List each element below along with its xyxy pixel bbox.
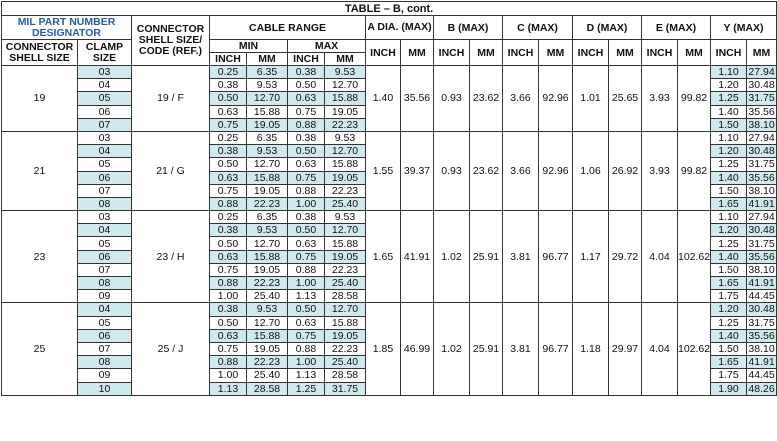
- clamp-size-cell: 04: [78, 303, 132, 316]
- max-mm-cell: 22.23: [325, 184, 366, 197]
- max-mm-cell: 9.53: [325, 131, 366, 144]
- max-mm-cell: 12.70: [325, 303, 366, 316]
- a-inch-cell: 1.40: [366, 66, 401, 132]
- max-mm-cell: 15.88: [325, 237, 366, 250]
- b-inch-cell: 0.93: [434, 66, 470, 132]
- clamp-size-cell: 06: [78, 105, 132, 118]
- min-mm-cell: 12.70: [247, 158, 288, 171]
- b-mm-header: MM: [470, 40, 503, 66]
- clamp-size-cell: 06: [78, 329, 132, 342]
- min-mm-cell: 15.88: [247, 105, 288, 118]
- max-mm-cell: 15.88: [325, 92, 366, 105]
- y-max-header: Y (MAX): [711, 16, 777, 40]
- min-inch-cell: 0.88: [210, 197, 247, 210]
- a-mm-cell: 41.91: [401, 211, 434, 303]
- clamp-size-header: CLAMP SIZE: [78, 40, 132, 66]
- max-inch-cell: 0.38: [288, 211, 325, 224]
- connector-shell-size-cell: 21: [2, 131, 78, 210]
- min-inch-cell: 0.38: [210, 303, 247, 316]
- clamp-size-cell: 03: [78, 66, 132, 79]
- max-header: MAX: [288, 40, 366, 53]
- y-mm-cell: 31.75: [748, 316, 775, 329]
- min-inch-cell: 0.63: [210, 250, 247, 263]
- c-inch-header: INCH: [503, 40, 539, 66]
- max-mm-cell: 22.23: [325, 263, 366, 276]
- b-mm-cell: 25.91: [470, 211, 503, 303]
- y-mm-cell: 41.91: [748, 356, 775, 369]
- y-mm-cell: 38.10: [748, 263, 775, 276]
- c-mm-cell: 92.96: [539, 66, 573, 132]
- y-inch-cell: 1.25: [711, 158, 747, 171]
- y-inch-cell: 1.25: [711, 316, 747, 329]
- d-inch-header: INCH: [573, 40, 609, 66]
- clamp-size-cell: 04: [78, 224, 132, 237]
- max-inch-cell: 0.88: [288, 184, 325, 197]
- min-inch-cell: 0.50: [210, 316, 247, 329]
- connector-shell-size-cell: 23: [2, 211, 78, 303]
- cable-range-header: CABLE RANGE: [210, 16, 366, 40]
- e-inch-cell: 3.93: [642, 131, 678, 210]
- max-mm-cell: 19.05: [325, 171, 366, 184]
- min-mm-cell: 9.53: [247, 79, 288, 92]
- clamp-size-cell: 07: [78, 342, 132, 355]
- min-header: MIN: [210, 40, 288, 53]
- max-mm-cell: 22.23: [325, 118, 366, 131]
- max-inch-cell: 0.50: [288, 79, 325, 92]
- b-inch-cell: 0.93: [434, 131, 470, 210]
- max-mm-cell: 25.40: [325, 277, 366, 290]
- max-inch-cell: 0.38: [288, 131, 325, 144]
- min-mm-cell: 15.88: [247, 171, 288, 184]
- clamp-size-cell: 05: [78, 316, 132, 329]
- table-body: [2, 66, 777, 396]
- y-inch-cell: 1.40: [711, 329, 747, 342]
- clamp-size-cell: 06: [78, 250, 132, 263]
- max-mm-cell: 9.53: [325, 66, 366, 79]
- y-mm-cell: 27.94: [748, 132, 775, 145]
- clamp-size-cell: 03: [78, 131, 132, 144]
- table-row: [2, 303, 777, 316]
- min-inch-cell: 0.75: [210, 342, 247, 355]
- c-inch-cell: 3.66: [503, 66, 539, 132]
- clamp-size-cell: 08: [78, 277, 132, 290]
- y-inch-cell: 1.50: [711, 118, 747, 131]
- d-inch-cell: 1.17: [573, 211, 609, 303]
- max-inch-cell: 0.63: [288, 316, 325, 329]
- y-inch-cell: 1.75: [711, 369, 747, 382]
- max-mm-cell: 15.88: [325, 158, 366, 171]
- min-mm-cell: 9.53: [247, 145, 288, 158]
- min-inch-cell: 0.25: [210, 131, 247, 144]
- y-inch-cell: 1.65: [711, 356, 747, 369]
- min-inch-cell: 0.38: [210, 145, 247, 158]
- y-inch-cell: 1.65: [711, 277, 747, 290]
- mil-part-header: MIL PART NUMBER DESIGNATOR: [2, 16, 132, 40]
- max-inch-cell: 1.25: [288, 382, 325, 395]
- y-mm-header: MM: [747, 40, 777, 66]
- d-mm-cell: 29.97: [609, 303, 642, 395]
- y-inch-cell: 1.20: [711, 224, 747, 237]
- min-inch-cell: 1.00: [210, 290, 247, 303]
- a-inch-cell: 1.65: [366, 211, 401, 303]
- min-mm-cell: 22.23: [247, 277, 288, 290]
- connector-shell-size-cell: 19: [2, 66, 78, 132]
- min-inch-cell: 0.75: [210, 184, 247, 197]
- max-mm-cell: 12.70: [325, 145, 366, 158]
- c-inch-cell: 3.66: [503, 131, 539, 210]
- y-mm-cell: 38.10: [748, 184, 775, 197]
- y-mm-cell: 44.45: [748, 290, 775, 303]
- shell-code-cell: 25 / J: [132, 303, 210, 395]
- clamp-size-cell: 07: [78, 184, 132, 197]
- min-mm-cell: 25.40: [247, 369, 288, 382]
- y-mm-cell: 35.56: [748, 329, 775, 342]
- clamp-size-cell: 09: [78, 290, 132, 303]
- y-mm-cell: 38.10: [748, 118, 775, 131]
- max-inch-cell: 0.88: [288, 342, 325, 355]
- y-mm-cell: 35.56: [748, 250, 775, 263]
- max-mm-cell: 19.05: [325, 250, 366, 263]
- e-mm-cell: 99.82: [678, 66, 711, 132]
- max-inch-cell: 0.63: [288, 158, 325, 171]
- y-inch-cell: 1.50: [711, 342, 747, 355]
- y-inch-cell: 1.25: [711, 92, 747, 105]
- min-inch-cell: 1.00: [210, 369, 247, 382]
- y-mm-cell: 35.56: [748, 105, 775, 118]
- y-inch-cell: 1.25: [711, 237, 747, 250]
- c-mm-cell: 96.77: [539, 303, 573, 395]
- c-mm-cell: 92.96: [539, 131, 573, 210]
- max-inch-cell: 1.00: [288, 356, 325, 369]
- min-inch-cell: 0.50: [210, 237, 247, 250]
- y-inch-cell: 1.10: [711, 211, 747, 224]
- min-mm-cell: 19.05: [247, 184, 288, 197]
- e-mm-cell: 102.62: [678, 211, 711, 303]
- connector-shell-size-cell: 25: [2, 303, 78, 395]
- min-mm-cell: 19.05: [247, 118, 288, 131]
- min-mm-cell: 15.88: [247, 329, 288, 342]
- max-mm-cell: 12.70: [325, 224, 366, 237]
- e-mm-cell: 102.62: [678, 303, 711, 395]
- y-mm-cell: 44.45: [748, 369, 775, 382]
- y-inch-cell: 1.50: [711, 263, 747, 276]
- max-mm-cell: 31.75: [325, 382, 366, 395]
- d-mm-cell: 26.92: [609, 131, 642, 210]
- connector-shell-code-header: CONNECTOR SHELL SIZE/ CODE (REF.): [132, 16, 210, 66]
- min-inch-cell: 0.88: [210, 277, 247, 290]
- min-mm-cell: 12.70: [247, 92, 288, 105]
- clamp-size-cell: 09: [78, 369, 132, 382]
- shell-code-cell: 19 / F: [132, 66, 210, 132]
- max-inch-cell: 0.50: [288, 145, 325, 158]
- a-mm-cell: 39.37: [401, 131, 434, 210]
- a-mm-cell: 35.56: [401, 66, 434, 132]
- max-mm-cell: 19.05: [325, 105, 366, 118]
- y-inch-cell: 1.20: [711, 79, 747, 92]
- d-inch-cell: 1.18: [573, 303, 609, 395]
- min-mm-cell: 12.70: [247, 316, 288, 329]
- y-inch-cell: 1.65: [711, 197, 747, 210]
- min-mm-cell: 15.88: [247, 250, 288, 263]
- y-mm-cell: 30.48: [748, 145, 775, 158]
- max-mm-cell: 12.70: [325, 79, 366, 92]
- y-mm-cell: 48.26: [748, 382, 775, 395]
- clamp-size-cell: 04: [78, 145, 132, 158]
- shell-code-cell: 23 / H: [132, 211, 210, 303]
- max-mm-cell: 25.40: [325, 197, 366, 210]
- min-inch-cell: 0.75: [210, 263, 247, 276]
- y-mm-cell: 31.75: [748, 237, 775, 250]
- clamp-size-cell: 06: [78, 171, 132, 184]
- min-inch-cell: 0.63: [210, 171, 247, 184]
- max-mm-header: MM: [325, 53, 366, 66]
- min-mm-cell: 19.05: [247, 263, 288, 276]
- min-mm-cell: 6.35: [247, 131, 288, 144]
- y-mm-cell: 30.48: [748, 303, 775, 316]
- b-max-header: B (MAX): [434, 16, 503, 40]
- c-mm-cell: 96.77: [539, 211, 573, 303]
- y-inch-cell: 1.40: [711, 250, 747, 263]
- min-inch-cell: 0.63: [210, 329, 247, 342]
- e-inch-cell: 4.04: [642, 303, 678, 395]
- min-mm-cell: 28.58: [247, 382, 288, 395]
- clamp-size-cell: 07: [78, 118, 132, 131]
- min-inch-header: INCH: [210, 53, 247, 66]
- min-mm-cell: 25.40: [247, 290, 288, 303]
- clamp-size-cell: 08: [78, 356, 132, 369]
- b-inch-header: INCH: [434, 40, 470, 66]
- e-mm-header: MM: [678, 40, 711, 66]
- min-inch-cell: 0.50: [210, 92, 247, 105]
- d-mm-cell: 25.65: [609, 66, 642, 132]
- a-inch-cell: 1.85: [366, 303, 401, 395]
- d-mm-header: MM: [609, 40, 642, 66]
- e-inch-cell: 3.93: [642, 66, 678, 132]
- clamp-size-cell: 04: [78, 79, 132, 92]
- min-inch-cell: 0.50: [210, 158, 247, 171]
- max-mm-cell: 25.40: [325, 356, 366, 369]
- max-mm-cell: 19.05: [325, 329, 366, 342]
- clamp-size-cell: 05: [78, 237, 132, 250]
- max-mm-cell: 22.23: [325, 342, 366, 355]
- y-inch-header: INCH: [711, 40, 747, 66]
- a-dia-header: A DIA. (MAX): [366, 16, 434, 40]
- max-inch-cell: 0.75: [288, 329, 325, 342]
- min-mm-cell: 12.70: [247, 237, 288, 250]
- table-row: [2, 131, 777, 144]
- clamp-size-cell: 08: [78, 197, 132, 210]
- c-mm-header: MM: [539, 40, 573, 66]
- y-mm-cell: 35.56: [748, 171, 775, 184]
- spec-table: [1, 1, 777, 396]
- min-mm-cell: 6.35: [247, 211, 288, 224]
- y-inch-cell: 1.75: [711, 290, 747, 303]
- y-mm-cell: 41.91: [748, 277, 775, 290]
- max-inch-cell: 1.13: [288, 290, 325, 303]
- e-inch-cell: 4.04: [642, 211, 678, 303]
- min-inch-cell: 0.38: [210, 224, 247, 237]
- y-inch-cell: 1.40: [711, 105, 747, 118]
- y-inch-cell: 1.50: [711, 184, 747, 197]
- min-mm-cell: 22.23: [247, 197, 288, 210]
- c-max-header: C (MAX): [503, 16, 573, 40]
- clamp-size-cell: 05: [78, 158, 132, 171]
- c-inch-cell: 3.81: [503, 211, 539, 303]
- max-inch-cell: 0.75: [288, 171, 325, 184]
- table-row: [2, 211, 777, 224]
- y-mm-cell: 27.94: [748, 66, 775, 79]
- a-mm-cell: 46.99: [401, 303, 434, 395]
- max-inch-cell: 1.13: [288, 369, 325, 382]
- table-row: [2, 66, 777, 79]
- b-mm-cell: 23.62: [470, 66, 503, 132]
- y-mm-cell: 27.94: [748, 211, 775, 224]
- min-inch-cell: 1.13: [210, 382, 247, 395]
- y-mm-cell: 31.75: [748, 158, 775, 171]
- shell-code-cell: 21 / G: [132, 131, 210, 210]
- max-mm-cell: 9.53: [325, 211, 366, 224]
- b-mm-cell: 25.91: [470, 303, 503, 395]
- d-mm-cell: 29.72: [609, 211, 642, 303]
- y-mm-cell: 38.10: [748, 343, 775, 356]
- clamp-size-cell: 03: [78, 211, 132, 224]
- d-inch-cell: 1.01: [573, 66, 609, 132]
- y-mm-cell: 30.48: [748, 224, 775, 237]
- min-mm-cell: 9.53: [247, 303, 288, 316]
- clamp-size-cell: 10: [78, 382, 132, 395]
- b-inch-cell: 1.02: [434, 211, 470, 303]
- max-inch-cell: 0.88: [288, 118, 325, 131]
- y-inch-cell: 1.10: [711, 131, 747, 144]
- max-inch-cell: 0.50: [288, 224, 325, 237]
- a-inch-header: INCH: [366, 40, 401, 66]
- max-inch-cell: 1.00: [288, 277, 325, 290]
- min-inch-cell: 0.63: [210, 105, 247, 118]
- e-mm-cell: 99.82: [678, 131, 711, 210]
- min-mm-header: MM: [247, 53, 288, 66]
- max-inch-cell: 0.88: [288, 263, 325, 276]
- max-inch-cell: 1.00: [288, 197, 325, 210]
- y-inch-cell: 1.20: [711, 303, 747, 316]
- d-max-header: D (MAX): [573, 16, 642, 40]
- a-inch-cell: 1.55: [366, 131, 401, 210]
- max-mm-cell: 28.58: [325, 290, 366, 303]
- max-inch-cell: 0.50: [288, 303, 325, 316]
- y-inch-cell: 1.40: [711, 171, 747, 184]
- y-mm-cell: 30.48: [748, 79, 775, 92]
- max-inch-cell: 0.63: [288, 237, 325, 250]
- min-inch-cell: 0.25: [210, 66, 247, 79]
- e-inch-header: INCH: [642, 40, 678, 66]
- min-inch-cell: 0.88: [210, 356, 247, 369]
- b-inch-cell: 1.02: [434, 303, 470, 395]
- y-mm-cell: 41.91: [748, 197, 775, 210]
- d-inch-cell: 1.06: [573, 131, 609, 210]
- min-inch-cell: 0.25: [210, 211, 247, 224]
- max-inch-header: INCH: [288, 53, 325, 66]
- table-title: TABLE – B, cont.: [2, 2, 777, 16]
- a-mm-header: MM: [401, 40, 434, 66]
- connector-shell-size-header: CONNECTOR SHELL SIZE: [2, 40, 78, 66]
- min-mm-cell: 22.23: [247, 356, 288, 369]
- max-inch-cell: 0.38: [288, 66, 325, 79]
- min-inch-cell: 0.75: [210, 118, 247, 131]
- max-inch-cell: 0.75: [288, 250, 325, 263]
- max-mm-cell: 28.58: [325, 369, 366, 382]
- y-mm-cell: 31.75: [748, 92, 775, 105]
- max-inch-cell: 0.63: [288, 92, 325, 105]
- y-inch-cell: 1.20: [711, 145, 747, 158]
- e-max-header: E (MAX): [642, 16, 711, 40]
- max-inch-cell: 0.75: [288, 105, 325, 118]
- y-inch-cell: 1.90: [711, 382, 747, 395]
- max-mm-cell: 15.88: [325, 316, 366, 329]
- min-mm-cell: 9.53: [247, 224, 288, 237]
- c-inch-cell: 3.81: [503, 303, 539, 395]
- min-mm-cell: 6.35: [247, 66, 288, 79]
- min-inch-cell: 0.38: [210, 79, 247, 92]
- y-inch-cell: 1.10: [711, 66, 747, 79]
- min-mm-cell: 19.05: [247, 342, 288, 355]
- clamp-size-cell: 05: [78, 92, 132, 105]
- clamp-size-cell: 07: [78, 263, 132, 276]
- b-mm-cell: 23.62: [470, 131, 503, 210]
